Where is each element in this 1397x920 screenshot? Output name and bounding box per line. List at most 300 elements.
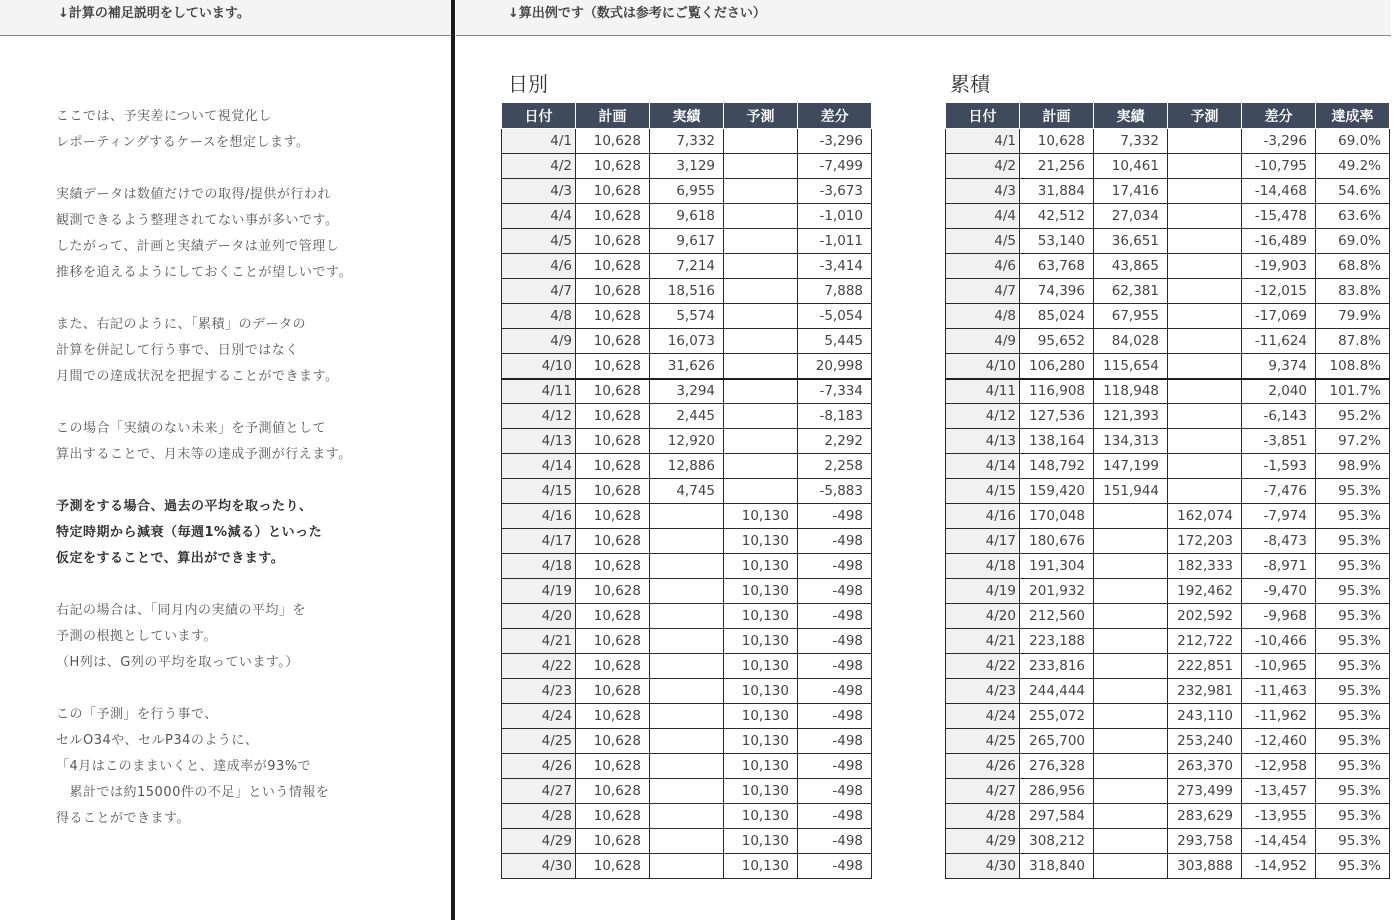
daily-cell <box>724 329 798 354</box>
cumulative-cell: 4/13 <box>946 429 1020 454</box>
cumulative-cell: 273,499 <box>1168 779 1242 804</box>
daily-cell: 3,294 <box>650 379 724 404</box>
cumulative-cell <box>1094 579 1168 604</box>
cumulative-cell: 232,981 <box>1168 679 1242 704</box>
daily-column-header: 実績 <box>650 103 724 129</box>
cumulative-cell <box>1094 779 1168 804</box>
daily-cell: 31,626 <box>650 354 724 379</box>
daily-cell: 10,130 <box>724 729 798 754</box>
cumulative-cell: -14,952 <box>1242 854 1316 879</box>
cumulative-cell: 54.6% <box>1316 179 1390 204</box>
daily-cell: 10,628 <box>576 654 650 679</box>
daily-cell: 10,628 <box>576 454 650 479</box>
daily-cell: -498 <box>798 779 872 804</box>
daily-cell: -498 <box>798 579 872 604</box>
daily-cell: -498 <box>798 854 872 879</box>
cumulative-cell: 4/21 <box>946 629 1020 654</box>
cumulative-cell: 9,374 <box>1242 354 1316 379</box>
daily-cell: 10,628 <box>576 554 650 579</box>
daily-cell: 12,920 <box>650 429 724 454</box>
daily-cell: 4/27 <box>502 779 576 804</box>
explanation-line: 「4月はこのままいくと、達成率が93%で <box>56 759 312 774</box>
daily-cell: 10,130 <box>724 504 798 529</box>
cumulative-cell: 4/3 <box>946 179 1020 204</box>
daily-cell: 9,618 <box>650 204 724 229</box>
cumulative-cell <box>1094 529 1168 554</box>
header-right: ↓算出例です（数式は参考にご覧ください） <box>456 0 1391 36</box>
daily-cell: 10,628 <box>576 604 650 629</box>
daily-cell: -7,334 <box>798 379 872 404</box>
daily-cell <box>724 229 798 254</box>
cumulative-cell: 222,851 <box>1168 654 1242 679</box>
cumulative-table-row <box>946 604 1390 629</box>
daily-cell: 10,130 <box>724 529 798 554</box>
cumulative-cell: 4/24 <box>946 704 1020 729</box>
explanation-paragraph <box>56 312 436 390</box>
cumulative-cell: 134,313 <box>1094 429 1168 454</box>
cumulative-cell: -9,470 <box>1242 579 1316 604</box>
explanation-line: レポーティングするケースを想定します。 <box>56 135 310 150</box>
daily-cell <box>650 754 724 779</box>
daily-table-row <box>502 179 872 204</box>
cumulative-cell: 69.0% <box>1316 229 1390 254</box>
cumulative-cell: 4/7 <box>946 279 1020 304</box>
daily-cell: -498 <box>798 754 872 779</box>
daily-table-row <box>502 429 872 454</box>
cumulative-cell: 121,393 <box>1094 404 1168 429</box>
cumulative-cell: 95.3% <box>1316 504 1390 529</box>
daily-cell <box>650 729 724 754</box>
daily-cell <box>724 304 798 329</box>
daily-cell: 4/5 <box>502 229 576 254</box>
cumulative-column-header: 予測 <box>1168 103 1242 129</box>
cumulative-cell: 233,816 <box>1020 654 1094 679</box>
cumulative-cell <box>1094 679 1168 704</box>
daily-cell <box>650 529 724 554</box>
daily-cell: 4/7 <box>502 279 576 304</box>
cumulative-cell: -14,468 <box>1242 179 1316 204</box>
explanation-paragraph <box>56 494 436 572</box>
cumulative-cell: 162,074 <box>1168 504 1242 529</box>
cumulative-cell: -11,624 <box>1242 329 1316 354</box>
cumulative-cell <box>1168 329 1242 354</box>
cumulative-cell <box>1168 304 1242 329</box>
daily-table-row <box>502 404 872 429</box>
cumulative-cell <box>1094 554 1168 579</box>
cumulative-cell: -6,143 <box>1242 404 1316 429</box>
cumulative-cell: 4/2 <box>946 154 1020 179</box>
daily-cell <box>650 654 724 679</box>
daily-cell: 10,628 <box>576 504 650 529</box>
daily-cell: 4/23 <box>502 679 576 704</box>
daily-table-row <box>502 554 872 579</box>
cumulative-cell: 95.3% <box>1316 829 1390 854</box>
cumulative-table-row <box>946 179 1390 204</box>
daily-table-row <box>502 329 872 354</box>
explanation-line: この場合「実績のない未来」を予測値として <box>56 421 327 436</box>
cumulative-cell: 4/29 <box>946 829 1020 854</box>
cumulative-cell: 297,584 <box>1020 804 1094 829</box>
daily-cell: -498 <box>798 629 872 654</box>
daily-cell: 18,516 <box>650 279 724 304</box>
cumulative-cell: 212,722 <box>1168 629 1242 654</box>
daily-cell: 10,130 <box>724 604 798 629</box>
daily-cell: 10,628 <box>576 229 650 254</box>
explanation-line: 算出することで、月末等の達成予測が行えます。 <box>56 447 352 462</box>
cumulative-cell: 69.0% <box>1316 129 1390 154</box>
daily-cell: 4/2 <box>502 154 576 179</box>
cumulative-cell: 31,884 <box>1020 179 1094 204</box>
explanation-line: （H列は、G列の平均を取っています。） <box>56 655 299 670</box>
explanation-line: したがって、計画と実績データは並列で管理し <box>56 239 340 254</box>
cumulative-cell: 159,420 <box>1020 479 1094 504</box>
daily-cell: 10,628 <box>576 354 650 379</box>
daily-cell: 4/15 <box>502 479 576 504</box>
explanation-line: 月間での達成状況を把握することができます。 <box>56 369 339 384</box>
explanation-line: セルO34や、セルP34のように、 <box>56 733 259 748</box>
cumulative-cell: 2,040 <box>1242 379 1316 404</box>
daily-cell: 4/17 <box>502 529 576 554</box>
daily-table-row <box>502 154 872 179</box>
explanation-paragraph <box>56 104 436 156</box>
daily-title: 日別 <box>508 72 548 96</box>
cumulative-cell <box>1168 354 1242 379</box>
daily-cell: 10,130 <box>724 779 798 804</box>
daily-cell <box>650 704 724 729</box>
daily-cell: 10,628 <box>576 779 650 804</box>
cumulative-cell: -11,463 <box>1242 679 1316 704</box>
daily-table-row <box>502 704 872 729</box>
cumulative-cell: 95.3% <box>1316 729 1390 754</box>
daily-cell: 10,628 <box>576 404 650 429</box>
cumulative-cell: 4/22 <box>946 654 1020 679</box>
cumulative-cell: 95.3% <box>1316 679 1390 704</box>
daily-table-row <box>502 354 872 379</box>
cumulative-table-row <box>946 479 1390 504</box>
cumulative-cell: 101.7% <box>1316 379 1390 404</box>
cumulative-cell: 62,381 <box>1094 279 1168 304</box>
cumulative-cell: 83.8% <box>1316 279 1390 304</box>
daily-cell <box>724 454 798 479</box>
daily-cell <box>650 629 724 654</box>
cumulative-cell: 293,758 <box>1168 829 1242 854</box>
cumulative-cell: 74,396 <box>1020 279 1094 304</box>
vertical-divider <box>451 0 455 920</box>
daily-cell: 10,628 <box>576 429 650 454</box>
cumulative-cell: -14,454 <box>1242 829 1316 854</box>
cumulative-cell: 95.3% <box>1316 754 1390 779</box>
daily-cell: -5,883 <box>798 479 872 504</box>
cumulative-cell: 4/9 <box>946 329 1020 354</box>
cumulative-table-row <box>946 704 1390 729</box>
daily-cell: 10,628 <box>576 829 650 854</box>
daily-table <box>501 102 872 879</box>
cumulative-cell: 95.3% <box>1316 654 1390 679</box>
cumulative-cell <box>1094 629 1168 654</box>
daily-cell: 10,130 <box>724 629 798 654</box>
explanation-paragraph <box>56 598 436 676</box>
cumulative-cell: 127,536 <box>1020 404 1094 429</box>
daily-cell: 4,745 <box>650 479 724 504</box>
cumulative-cell: 201,932 <box>1020 579 1094 604</box>
daily-table-row <box>502 679 872 704</box>
daily-cell: 10,628 <box>576 154 650 179</box>
cumulative-column-header: 実績 <box>1094 103 1168 129</box>
cumulative-table-row <box>946 729 1390 754</box>
daily-cell: 12,886 <box>650 454 724 479</box>
daily-cell: 10,130 <box>724 679 798 704</box>
daily-cell <box>724 129 798 154</box>
daily-cell: 4/10 <box>502 354 576 379</box>
cumulative-cell: 7,332 <box>1094 129 1168 154</box>
cumulative-cell: 63.6% <box>1316 204 1390 229</box>
cumulative-table-row <box>946 254 1390 279</box>
daily-cell: -1,010 <box>798 204 872 229</box>
daily-cell: 10,130 <box>724 854 798 879</box>
daily-table-row <box>502 829 872 854</box>
daily-cell: -498 <box>798 804 872 829</box>
cumulative-cell: 4/15 <box>946 479 1020 504</box>
cumulative-table-row <box>946 579 1390 604</box>
daily-cell: -498 <box>798 554 872 579</box>
explanation-line: 得ることができます。 <box>56 811 190 826</box>
daily-cell: 2,445 <box>650 404 724 429</box>
cumulative-cell: -7,974 <box>1242 504 1316 529</box>
cumulative-cell: 4/5 <box>946 229 1020 254</box>
explanation-paragraph <box>56 702 436 832</box>
daily-cell: 10,628 <box>576 854 650 879</box>
daily-cell: 10,628 <box>576 179 650 204</box>
daily-table-row <box>502 654 872 679</box>
daily-column-header: 差分 <box>798 103 872 129</box>
cumulative-table-row <box>946 829 1390 854</box>
daily-cell: 2,292 <box>798 429 872 454</box>
cumulative-cell: 148,792 <box>1020 454 1094 479</box>
cumulative-cell: 4/23 <box>946 679 1020 704</box>
cumulative-cell: 172,203 <box>1168 529 1242 554</box>
cumulative-cell: 4/14 <box>946 454 1020 479</box>
cumulative-cell: 283,629 <box>1168 804 1242 829</box>
cumulative-cell: 17,416 <box>1094 179 1168 204</box>
cumulative-cell: 4/17 <box>946 529 1020 554</box>
cumulative-cell: -1,593 <box>1242 454 1316 479</box>
daily-cell: 7,214 <box>650 254 724 279</box>
cumulative-cell <box>1094 829 1168 854</box>
cumulative-cell: 192,462 <box>1168 579 1242 604</box>
cumulative-cell: 4/27 <box>946 779 1020 804</box>
daily-cell: 10,130 <box>724 554 798 579</box>
cumulative-cell: 223,188 <box>1020 629 1094 654</box>
daily-cell: 4/22 <box>502 654 576 679</box>
cumulative-column-header: 計画 <box>1020 103 1094 129</box>
cumulative-cell: 263,370 <box>1168 754 1242 779</box>
cumulative-cell: 244,444 <box>1020 679 1094 704</box>
cumulative-cell <box>1094 854 1168 879</box>
cumulative-cell: -9,968 <box>1242 604 1316 629</box>
daily-cell: 7,888 <box>798 279 872 304</box>
daily-table-row <box>502 854 872 879</box>
cumulative-table-row <box>946 379 1390 404</box>
cumulative-column-header: 差分 <box>1242 103 1316 129</box>
daily-cell <box>724 354 798 379</box>
cumulative-cell: 180,676 <box>1020 529 1094 554</box>
daily-cell: 10,628 <box>576 629 650 654</box>
cumulative-cell <box>1094 654 1168 679</box>
daily-cell: 4/19 <box>502 579 576 604</box>
cumulative-cell: 138,164 <box>1020 429 1094 454</box>
cumulative-cell: 4/20 <box>946 604 1020 629</box>
daily-cell <box>650 554 724 579</box>
cumulative-cell <box>1168 204 1242 229</box>
cumulative-cell: -10,795 <box>1242 154 1316 179</box>
cumulative-table-row <box>946 129 1390 154</box>
cumulative-cell: -12,015 <box>1242 279 1316 304</box>
daily-table-row <box>502 479 872 504</box>
daily-cell <box>650 504 724 529</box>
cumulative-cell: -19,903 <box>1242 254 1316 279</box>
daily-cell <box>650 854 724 879</box>
daily-cell: 2,258 <box>798 454 872 479</box>
daily-cell: 4/3 <box>502 179 576 204</box>
daily-table-row <box>502 279 872 304</box>
daily-cell: -5,054 <box>798 304 872 329</box>
cumulative-cell: 170,048 <box>1020 504 1094 529</box>
daily-cell: 4/16 <box>502 504 576 529</box>
daily-cell: -7,499 <box>798 154 872 179</box>
cumulative-cell: 95.3% <box>1316 529 1390 554</box>
daily-cell: -1,011 <box>798 229 872 254</box>
cumulative-cell: 4/11 <box>946 379 1020 404</box>
cumulative-cell <box>1168 254 1242 279</box>
cumulative-table-row <box>946 854 1390 879</box>
cumulative-cell: 95.3% <box>1316 854 1390 879</box>
cumulative-cell: 4/4 <box>946 204 1020 229</box>
cumulative-cell: -10,466 <box>1242 629 1316 654</box>
cumulative-table <box>945 102 1390 879</box>
daily-cell <box>724 154 798 179</box>
cumulative-cell: 182,333 <box>1168 554 1242 579</box>
daily-cell: -498 <box>798 654 872 679</box>
explanation-line: 予測をする場合、過去の平均を取ったり、 <box>56 499 313 514</box>
daily-table-row <box>502 204 872 229</box>
daily-cell: 10,628 <box>576 679 650 704</box>
cumulative-table-row <box>946 279 1390 304</box>
daily-cell: 10,628 <box>576 304 650 329</box>
cumulative-cell: 4/6 <box>946 254 1020 279</box>
daily-table-row <box>502 304 872 329</box>
daily-table-row <box>502 504 872 529</box>
daily-cell: 4/30 <box>502 854 576 879</box>
daily-cell: 20,998 <box>798 354 872 379</box>
cumulative-cell <box>1094 804 1168 829</box>
daily-table-row <box>502 229 872 254</box>
cumulative-cell: 84,028 <box>1094 329 1168 354</box>
daily-cell: 10,130 <box>724 804 798 829</box>
cumulative-cell <box>1094 754 1168 779</box>
daily-cell <box>724 254 798 279</box>
cumulative-cell: 4/16 <box>946 504 1020 529</box>
daily-cell <box>650 604 724 629</box>
cumulative-cell: 191,304 <box>1020 554 1094 579</box>
daily-cell <box>724 429 798 454</box>
daily-table-row <box>502 129 872 154</box>
daily-cell: 4/4 <box>502 204 576 229</box>
explanation-line: また、右記のように、「累積」のデータの <box>56 317 307 332</box>
cumulative-cell: 85,024 <box>1020 304 1094 329</box>
cumulative-cell: 308,212 <box>1020 829 1094 854</box>
daily-cell: -498 <box>798 679 872 704</box>
daily-cell: 10,628 <box>576 204 650 229</box>
cumulative-cell: 4/30 <box>946 854 1020 879</box>
cumulative-table-row <box>946 554 1390 579</box>
cumulative-cell: 4/26 <box>946 754 1020 779</box>
cumulative-cell: -17,069 <box>1242 304 1316 329</box>
daily-table-row <box>502 629 872 654</box>
cumulative-cell: 303,888 <box>1168 854 1242 879</box>
cumulative-cell: 253,240 <box>1168 729 1242 754</box>
cumulative-cell <box>1094 604 1168 629</box>
cumulative-cell: 118,948 <box>1094 379 1168 404</box>
daily-table-row <box>502 254 872 279</box>
daily-cell: 4/9 <box>502 329 576 354</box>
cumulative-cell: 4/12 <box>946 404 1020 429</box>
cumulative-cell: 115,654 <box>1094 354 1168 379</box>
cumulative-cell: -8,473 <box>1242 529 1316 554</box>
explanation-line: 計算を併記して行う事で、日別ではなく <box>56 343 299 358</box>
daily-cell: 10,628 <box>576 254 650 279</box>
cumulative-cell: 106,280 <box>1020 354 1094 379</box>
daily-cell: -498 <box>798 529 872 554</box>
daily-cell: -3,673 <box>798 179 872 204</box>
daily-table-row <box>502 579 872 604</box>
cumulative-table-row <box>946 304 1390 329</box>
explanation-line: 累計では約15000件の不足」という情報を <box>56 785 330 800</box>
explanation-line: 右記の場合は、「同月内の実績の平均」を <box>56 603 307 618</box>
cumulative-cell: -16,489 <box>1242 229 1316 254</box>
cumulative-cell: 4/28 <box>946 804 1020 829</box>
cumulative-cell: 49.2% <box>1316 154 1390 179</box>
daily-cell: 4/6 <box>502 254 576 279</box>
daily-cell <box>650 829 724 854</box>
cumulative-cell: 108.8% <box>1316 354 1390 379</box>
cumulative-cell: 98.9% <box>1316 454 1390 479</box>
daily-cell: -498 <box>798 829 872 854</box>
cumulative-cell: 79.9% <box>1316 304 1390 329</box>
daily-cell: 9,617 <box>650 229 724 254</box>
cumulative-cell <box>1094 729 1168 754</box>
daily-cell: 4/24 <box>502 704 576 729</box>
cumulative-table-row <box>946 154 1390 179</box>
daily-cell: -8,183 <box>798 404 872 429</box>
explanation-line: 特定時期から減衰（毎週1%減る）といった <box>56 525 323 540</box>
daily-cell: 10,628 <box>576 579 650 604</box>
cumulative-title: 累積 <box>950 72 990 96</box>
cumulative-table-row <box>946 229 1390 254</box>
cumulative-column-header: 日付 <box>946 103 1020 129</box>
daily-cell: 10,130 <box>724 704 798 729</box>
cumulative-cell: 4/25 <box>946 729 1020 754</box>
daily-cell: 5,574 <box>650 304 724 329</box>
cumulative-cell <box>1168 179 1242 204</box>
explanation-line: 実績データは数値だけでの取得/提供が行われ <box>56 187 331 202</box>
cumulative-cell: 95.3% <box>1316 579 1390 604</box>
cumulative-cell: 95.3% <box>1316 804 1390 829</box>
cumulative-table-row <box>946 629 1390 654</box>
cumulative-cell <box>1168 229 1242 254</box>
cumulative-table-row <box>946 779 1390 804</box>
cumulative-cell: 4/19 <box>946 579 1020 604</box>
cumulative-cell: -3,296 <box>1242 129 1316 154</box>
